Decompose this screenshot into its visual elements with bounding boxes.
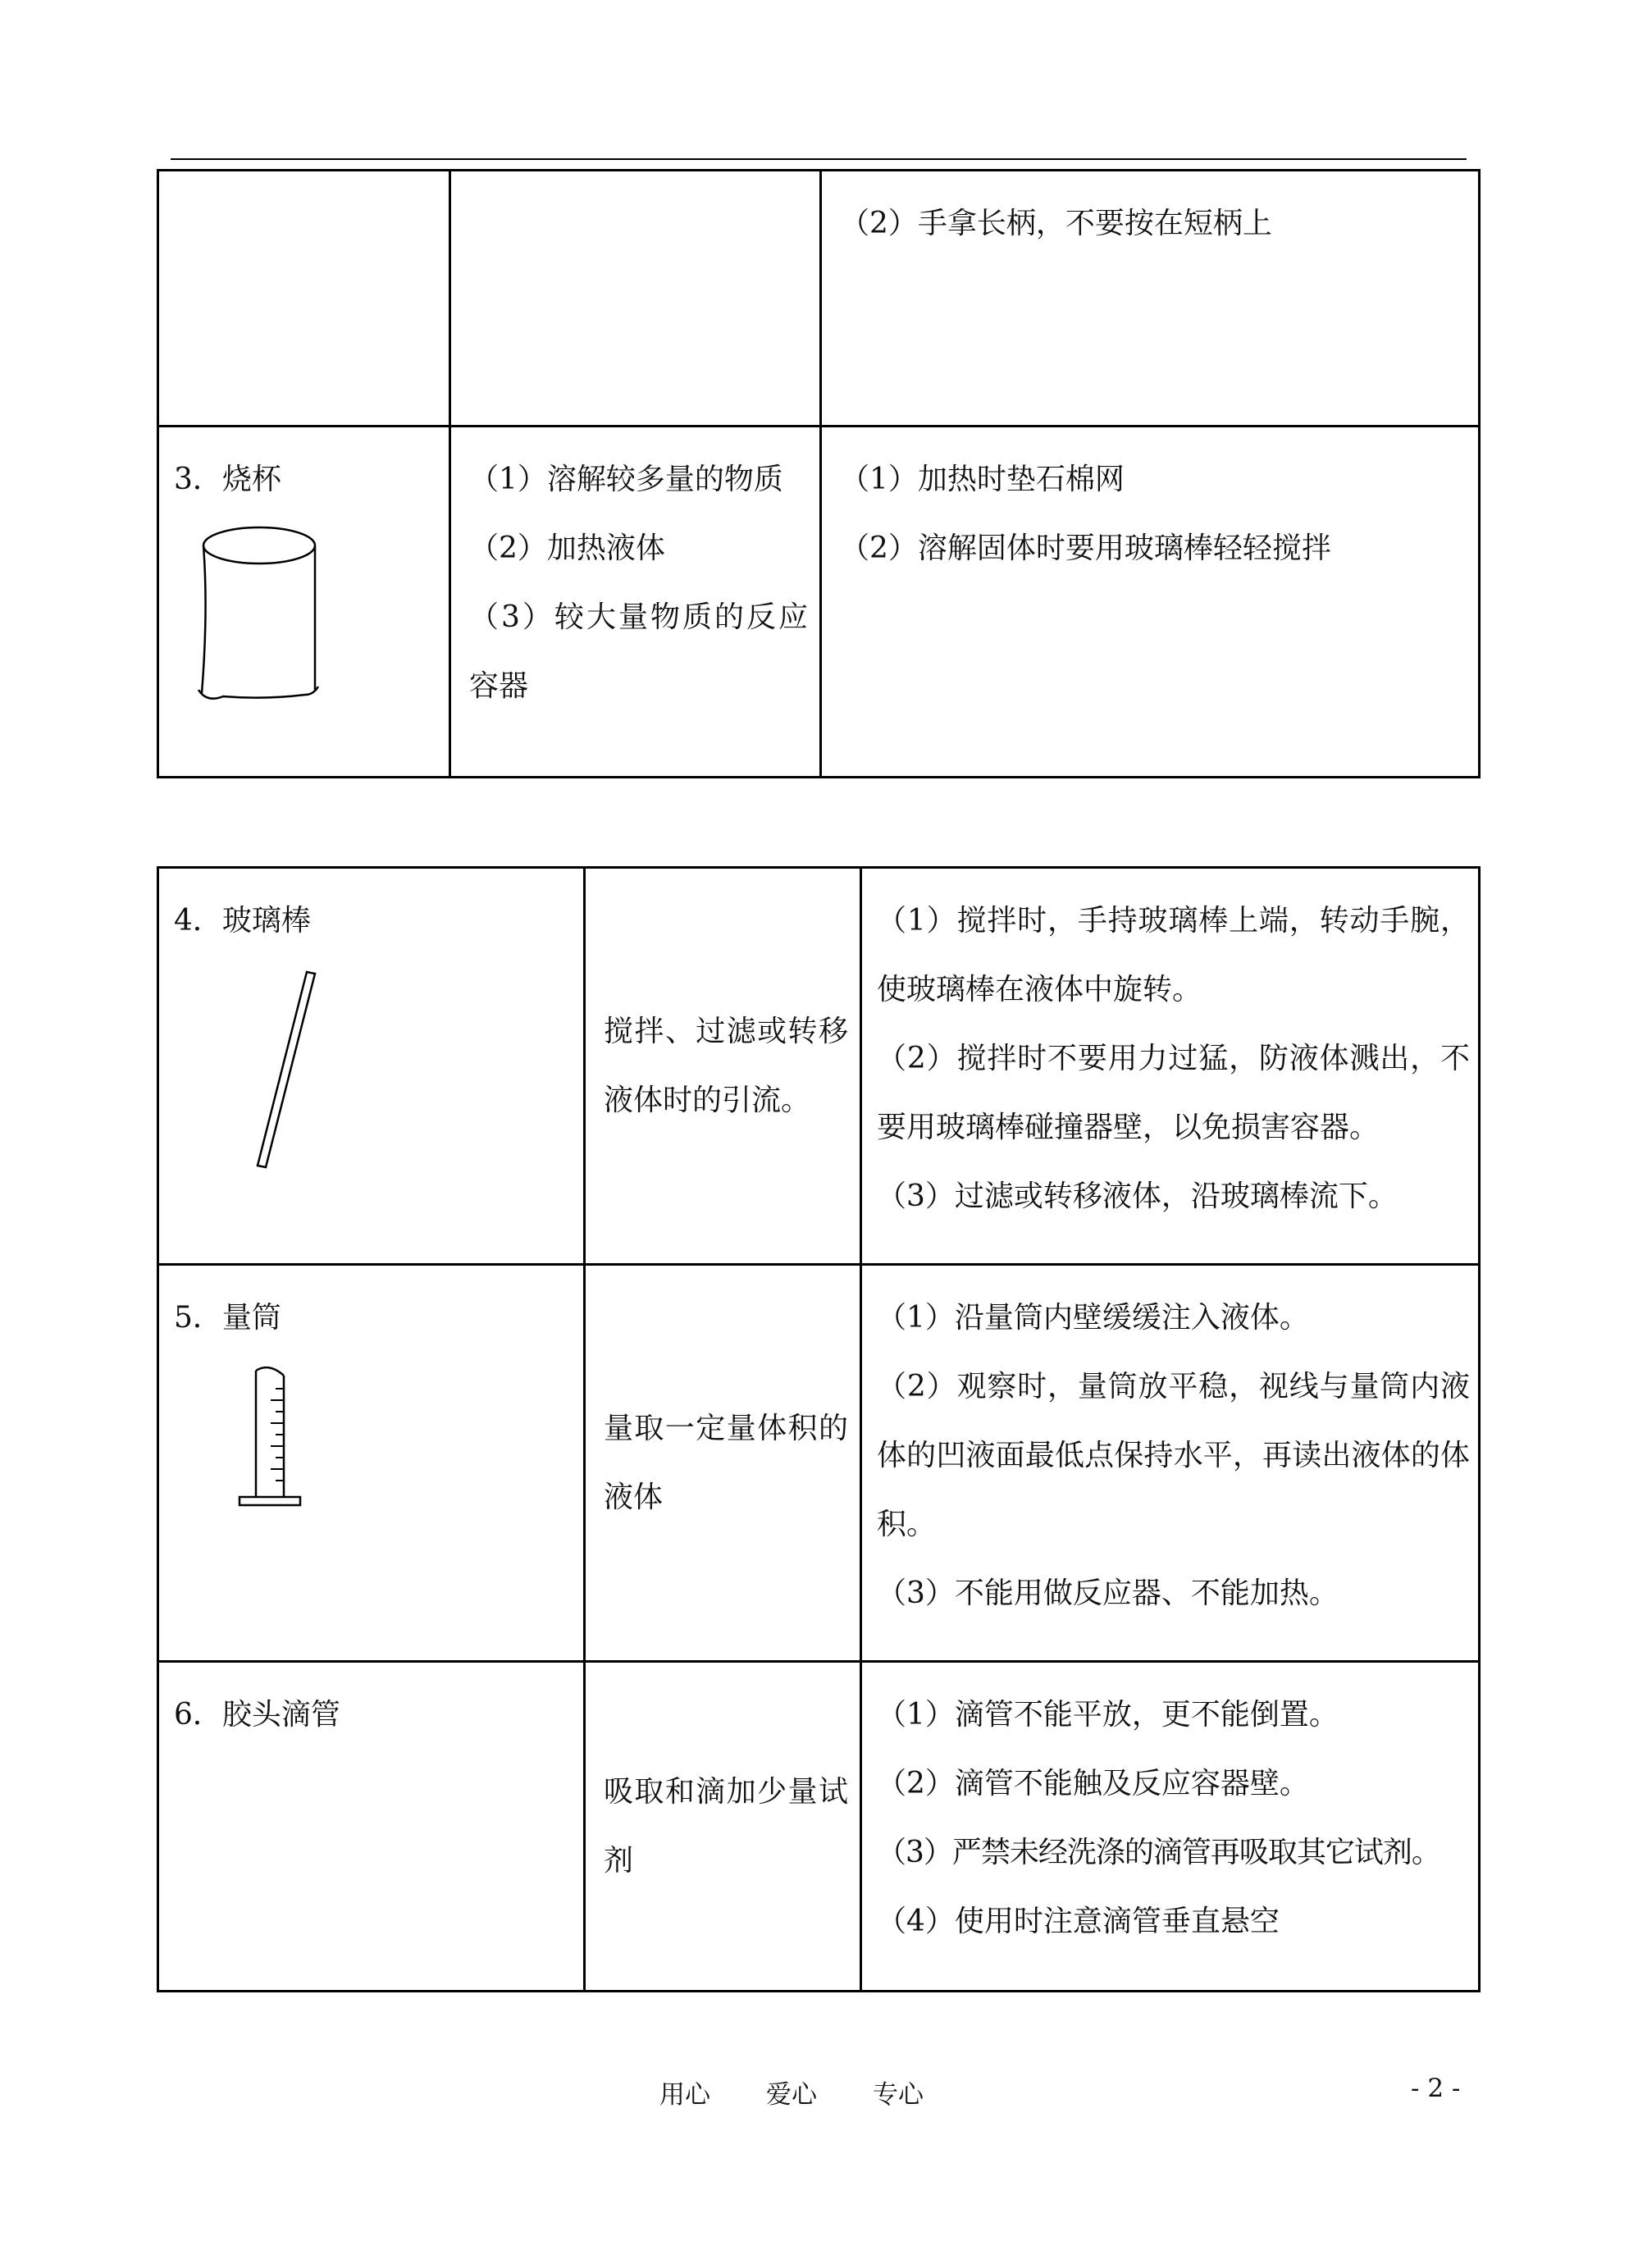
usage-text: 量取一定量体积的液体 xyxy=(604,1411,848,1514)
graduated-cylinder-icon xyxy=(174,1359,338,1523)
table-row xyxy=(158,868,1480,1265)
instrument-name: 6．胶头滴管 xyxy=(174,1698,340,1732)
instrument-name-cell xyxy=(158,427,450,778)
note-text: （3）严禁未经洗涤的滴管再吸取其它试剂。 xyxy=(877,1836,1440,1869)
instrument-name: 5．量筒 xyxy=(174,1301,281,1335)
usage-text: （2）加热液体 xyxy=(469,532,665,565)
note-text: （4）使用时注意滴管垂直悬空 xyxy=(877,1905,1280,1938)
usage-cell xyxy=(450,171,821,427)
page-number: - 2 - xyxy=(1411,2074,1461,2103)
note-text: （2）搅拌时不要用力过猛，防液体溅出，不要用玻璃棒碰撞器壁，以免损害容器。 xyxy=(877,1042,1470,1144)
usage-cell xyxy=(585,1265,861,1662)
note-text: （1）沿量筒内壁缓缓注入液体。 xyxy=(877,1301,1309,1335)
instrument-name-cell xyxy=(158,1265,585,1662)
note-text: （1）加热时垫石棉网 xyxy=(840,463,1125,496)
note-text: （1）滴管不能平放，更不能倒置。 xyxy=(877,1698,1339,1732)
footer-word: 用心 xyxy=(659,2080,710,2110)
note-text: （2）观察时，量筒放平稳，视线与量筒内液体的凹液面最低点保持水平，再读出液体的体积。 xyxy=(877,1370,1470,1541)
footer-word: 爱心 xyxy=(766,2080,817,2110)
note-text: （3）不能用做反应器、不能加热。 xyxy=(877,1577,1339,1610)
table-row xyxy=(158,171,1480,427)
instrument-name: 4．玻璃棒 xyxy=(174,904,311,938)
notes-cell xyxy=(821,171,1480,427)
note-text: （1）搅拌时，手持玻璃棒上端，转动手腕，使玻璃棒在液体中旋转。 xyxy=(877,904,1470,1006)
notes-cell xyxy=(861,1662,1480,1992)
notes-cell xyxy=(821,427,1480,778)
note-text: （2）溶解固体时要用玻璃棒轻轻搅拌 xyxy=(840,532,1331,565)
usage-text: 吸取和滴加少量试剂 xyxy=(604,1774,848,1878)
table-row xyxy=(158,427,1480,778)
note-text: （2）手拿长柄，不要按在短柄上 xyxy=(840,207,1272,240)
note-text: （2）滴管不能触及反应容器壁。 xyxy=(877,1767,1309,1800)
usage-cell xyxy=(585,868,861,1265)
instrument-table-1 xyxy=(157,169,1481,778)
usage-cell xyxy=(585,1662,861,1992)
beaker-icon xyxy=(174,521,338,718)
usage-text: 搅拌、过滤或转移液体时的引流。 xyxy=(604,1014,848,1117)
header-rule xyxy=(171,158,1467,160)
instrument-name-cell xyxy=(158,1662,585,1992)
glass-rod-icon xyxy=(174,962,387,1175)
usage-cell xyxy=(450,427,821,778)
footer-word: 专心 xyxy=(873,2080,924,2110)
usage-text: （1）溶解较多量的物质 xyxy=(469,463,783,496)
table-row xyxy=(158,1265,1480,1662)
instrument-name-cell xyxy=(158,171,450,427)
notes-cell xyxy=(861,1265,1480,1662)
notes-cell xyxy=(861,868,1480,1265)
instrument-name: 3．烧杯 xyxy=(174,463,281,496)
table-row xyxy=(158,1662,1480,1992)
usage-text: （3）较大量物质的反应容器 xyxy=(469,600,808,703)
note-text: （3）过滤或转移液体，沿玻璃棒流下。 xyxy=(877,1180,1398,1213)
instrument-name-cell xyxy=(158,868,585,1265)
instrument-table-2 xyxy=(157,866,1481,1992)
